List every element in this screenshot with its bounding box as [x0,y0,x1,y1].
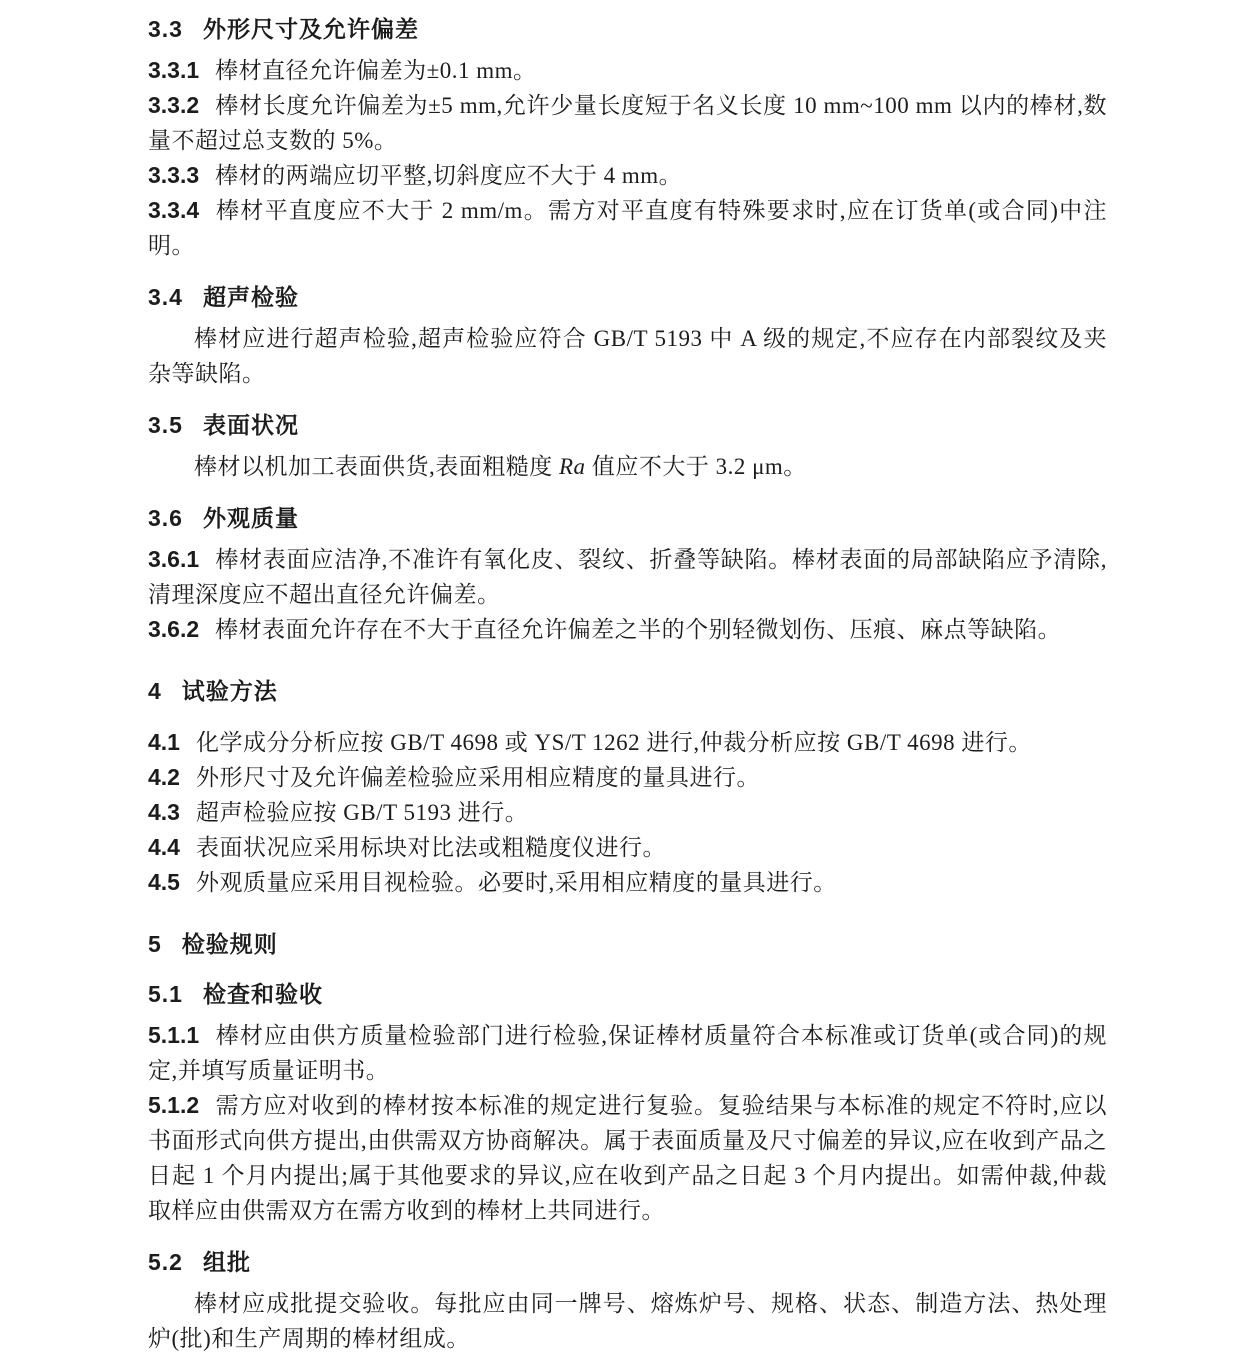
paragraph-batching: 棒材应成批提交验收。每批应由同一牌号、熔炼炉号、规格、状态、制造方法、热处理炉(批)和生产周期的棒材组成。 [148,1291,1107,1351]
clause-text: 棒材的两端应切平整,切斜度应不大于 4 mm。 [215,163,683,188]
clause-5-1-1 [148,1018,1107,1088]
section-heading-3-3 [148,13,1107,45]
section-number: 3.5 [148,412,183,438]
clause-text: 棒材直径允许偏差为±0.1 mm。 [215,58,537,83]
clause-text: 化学成分分析应按 GB/T 4698 或 YS/T 1262 进行,仲裁分析应按 GB/T 4698 进行。 [195,730,1032,755]
chapter-title: 试验方法 [181,678,278,704]
clause-number: 4.1 [148,729,180,755]
section-heading-5-1 [148,978,1107,1010]
section-heading-3-6 [148,502,1107,534]
clause-text: 外形尺寸及允许偏差检验应采用相应精度的量具进行。 [195,765,760,790]
clause-4-3 [148,795,1107,830]
clause-number: 3.6.2 [148,616,200,642]
section-heading-3-4 [148,281,1107,313]
clause-number: 3.3.3 [148,162,200,188]
section-title: 外观质量 [202,505,299,531]
clause-text: 棒材平直度应不大于 2 mm/m。需方对平直度有特殊要求时,应在订货单(或合同)中注明。 [148,198,1107,258]
paragraph-text: 棒材以机加工表面供货,表面粗糙度 [194,454,559,479]
clause-number: 3.3.1 [148,57,200,83]
clause-4-2 [148,760,1107,795]
clause-number: 4.4 [148,834,180,860]
section-number: 5.1 [148,981,183,1007]
chapter-number: 5 [148,931,162,957]
clause-number: 3.3.4 [148,197,200,223]
clause-3-3-3 [148,158,1107,193]
clause-text: 棒材表面应洁净,不准许有氧化皮、裂纹、折叠等缺陷。棒材表面的局部缺陷应予清除,清理深度应不超出直径允许偏差。 [148,547,1107,607]
chapter-number: 4 [148,678,162,704]
clause-text: 棒材长度允许偏差为±5 mm,允许少量长度短于名义长度 10 mm~100 mm 以内的棒材,数量不超过总支数的 5%。 [148,93,1107,153]
clause-text: 超声检验应按 GB/T 5193 进行。 [195,800,529,825]
section-number: 3.4 [148,284,183,310]
clause-5-1-2 [148,1088,1107,1228]
clause-number: 5.1.2 [148,1092,200,1118]
section-title: 检查和验收 [202,981,323,1007]
clause-3-3-4 [148,193,1107,263]
clause-text: 外观质量应采用目视检验。必要时,采用相应精度的量具进行。 [195,870,837,895]
clause-text: 需方应对收到的棒材按本标准的规定进行复验。复验结果与本标准的规定不符时,应以书面形式向供方提出,由供需双方协商解决。属于表面质量及尺寸偏差的异议,应在收到产品之日起 1 个月内提出;属于其他要求的异议,应在收到产品之日起 3 个月内提出。如需仲裁,仲裁取样应由供需双方在需方收到的棒材上共同进行。 [148,1093,1107,1223]
clause-text: 表面状况应采用标块对比法或粗糙度仪进行。 [195,835,666,860]
clause-3-3-1 [148,53,1107,88]
paragraph-ultrasonic: 棒材应进行超声检验,超声检验应符合 GB/T 5193 中 A 级的规定,不应存在内部裂纹及夹杂等缺陷。 [148,326,1107,386]
clause-3-6-1 [148,542,1107,612]
clause-3-3-2 [148,88,1107,158]
section-title: 组批 [202,1249,251,1275]
clause-4-5 [148,865,1107,900]
clause-number: 3.6.1 [148,546,200,572]
chapter-title: 检验规则 [181,931,278,957]
section-number: 5.2 [148,1249,183,1275]
clause-number: 4.3 [148,799,180,825]
paragraph-surface [148,449,1107,484]
chapter-heading-4 [148,675,1107,707]
clause-number: 3.3.2 [148,92,200,118]
section-number: 3.6 [148,505,183,531]
clause-number: 4.2 [148,764,180,790]
section-number: 3.3 [148,16,183,42]
clause-3-6-2 [148,612,1107,647]
clause-4-1 [148,725,1107,760]
paragraph-text: 值应不大于 3.2 μm。 [585,454,807,479]
section-title: 表面状况 [202,412,299,438]
section-heading-5-2 [148,1246,1107,1278]
clause-4-4 [148,830,1107,865]
clause-number: 4.5 [148,869,180,895]
clause-text: 棒材应由供方质量检验部门进行检验,保证棒材质量符合本标准或订货单(或合同)的规定,并填写质量证明书。 [148,1023,1107,1083]
section-title: 外形尺寸及允许偏差 [202,16,419,42]
roughness-symbol: Ra [559,454,586,479]
section-heading-3-5 [148,409,1107,441]
clause-number: 5.1.1 [148,1022,200,1048]
clause-text: 棒材表面允许存在不大于直径允许偏差之半的个别轻微划伤、压痕、麻点等缺陷。 [215,617,1062,642]
chapter-heading-5 [148,928,1107,960]
section-title: 超声检验 [202,284,299,310]
